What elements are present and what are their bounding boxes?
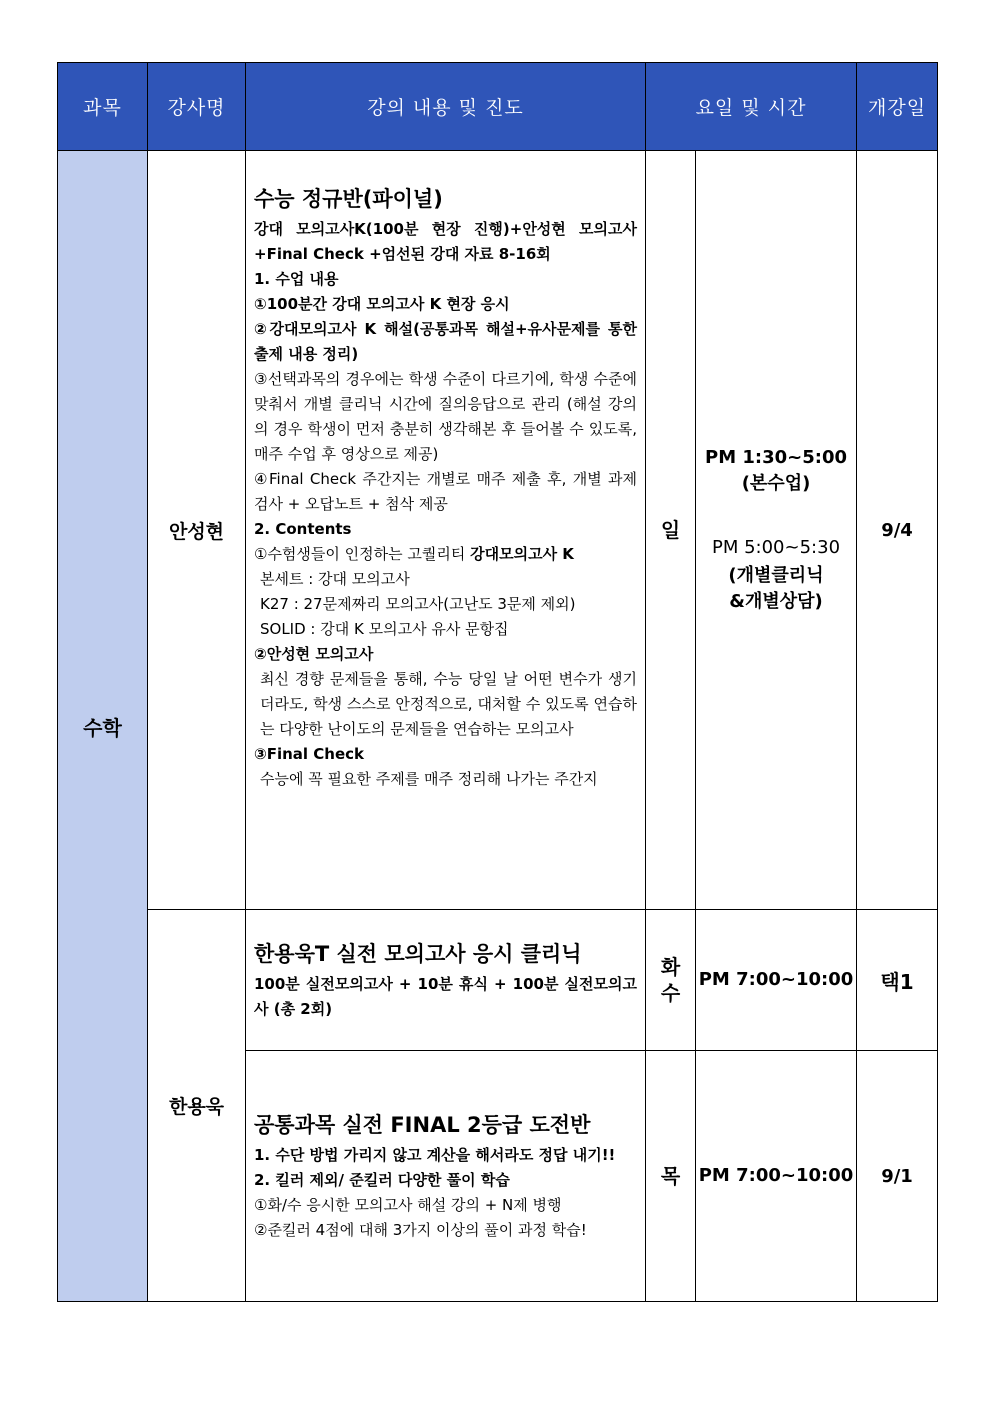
time-note: (본수업) xyxy=(741,473,811,494)
teacher-cell: 안성현 xyxy=(148,151,246,910)
teacher-cell: 한용욱 xyxy=(148,910,246,1302)
time-main: PM 7:00~10:00 xyxy=(698,1165,854,1186)
header-subject: 과목 xyxy=(58,63,148,151)
content-line: SOLID : 강대 K 모의고사 유사 문항집 xyxy=(260,620,509,638)
content-text-bold: 강대모의고사 K xyxy=(470,545,574,563)
time-main: PM 7:00~10:00 xyxy=(698,969,854,990)
course-row xyxy=(58,910,938,1051)
time-cell xyxy=(696,151,857,910)
header-content: 강의 내용 및 진도 xyxy=(246,63,646,151)
content-line: ③Final Check xyxy=(254,745,364,763)
content-cell xyxy=(246,910,646,1051)
header-schedule: 요일 및 시간 xyxy=(646,63,857,151)
content-line: ②강대모의고사 K 해설(공통과목 해설+유사문제를 통한 출제 내용 정리) xyxy=(254,320,637,363)
content-line: ①100분간 강대 모의고사 K 현장 응시 xyxy=(254,295,510,313)
content-line: 수능에 꼭 필요한 주제를 매주 정리해 나가는 주간지 xyxy=(260,770,598,788)
time-note: &개별상담) xyxy=(729,591,823,612)
course-title: 한용욱T 실전 모의고사 응시 클리닉 xyxy=(254,942,582,966)
course-title: 공통과목 실전 FINAL 2등급 도전반 xyxy=(254,1113,591,1137)
content-line xyxy=(254,542,637,567)
course-row xyxy=(58,151,938,910)
day-text: 화 xyxy=(660,955,681,979)
subject-cell: 수학 xyxy=(58,151,148,1302)
content-cell xyxy=(246,151,646,910)
content-line: K27 : 27문제짜리 모의고사(고난도 3문제 제외) xyxy=(260,595,576,613)
header-teacher: 강사명 xyxy=(148,63,246,151)
open-date-cell: 택1 xyxy=(857,910,938,1051)
open-date-cell: 9/4 xyxy=(857,151,938,910)
content-line: 본세트 : 강대 모의고사 xyxy=(260,570,410,588)
content-line: 100분 실전모의고사 + 10분 휴식 + 100분 실전모의고사 (총 2회) xyxy=(254,975,637,1018)
day-cell: 목 xyxy=(646,1051,696,1302)
time-cell xyxy=(696,910,857,1051)
content-line: 1. 수업 내용 xyxy=(254,270,339,288)
time-cell xyxy=(696,1051,857,1302)
content-text: ①수험생들이 인정하는 고퀄리티 xyxy=(254,545,471,563)
day-cell xyxy=(646,910,696,1051)
schedule-table xyxy=(57,62,938,1302)
day-text: 수 xyxy=(660,981,681,1005)
content-line: 2. Contents xyxy=(254,520,352,538)
time-clinic: PM 5:00~5:30 xyxy=(711,537,841,558)
time-main: PM 1:30~5:00 xyxy=(705,447,847,468)
content-line: ②안성현 모의고사 xyxy=(254,645,374,663)
content-line: 최신 경향 문제들을 통해, 수능 당일 날 어떤 변수가 생기더라도, 학생 스스로 안정적으로, 대처할 수 있도록 연습하는 다양한 난이도의 문제들을 연습하는 모의고사 xyxy=(260,670,637,738)
open-date-cell: 9/1 xyxy=(857,1051,938,1302)
day-cell: 일 xyxy=(646,151,696,910)
content-line: ①화/수 응시한 모의고사 해설 강의 + N제 병행 xyxy=(254,1196,562,1214)
content-line: 1. 수단 방법 가리지 않고 계산을 해서라도 정답 내기!! xyxy=(254,1146,616,1164)
time-note: (개별클리닉 xyxy=(728,565,824,586)
content-cell xyxy=(246,1051,646,1302)
content-line: ④Final Check 주간지는 개별로 매주 제출 후, 개별 과제 검사 + 오답노트 + 첨삭 제공 xyxy=(254,470,637,513)
content-line: 강대 모의고사K(100분 현장 진행)+안성현 모의고사+Final Check +엄선된 강대 자료 8-16회 xyxy=(254,220,637,263)
content-line: ②준킬러 4점에 대해 3가지 이상의 풀이 과정 학습! xyxy=(254,1221,587,1239)
content-line: 2. 킬러 제외/ 준킬러 다양한 풀이 학습 xyxy=(254,1171,510,1189)
header-row xyxy=(58,63,938,151)
content-line: ③선택과목의 경우에는 학생 수준이 다르기에, 학생 수준에 맞춰서 개별 클리닉 시간에 질의응답으로 관리 (해설 강의의 경우 학생이 먼저 충분히 생각해본 후 들어볼 수 있도록, 매주 수업 후 영상으로 제공) xyxy=(254,370,637,463)
header-open-date: 개강일 xyxy=(857,63,938,151)
course-title: 수능 정규반(파이널) xyxy=(254,187,443,211)
